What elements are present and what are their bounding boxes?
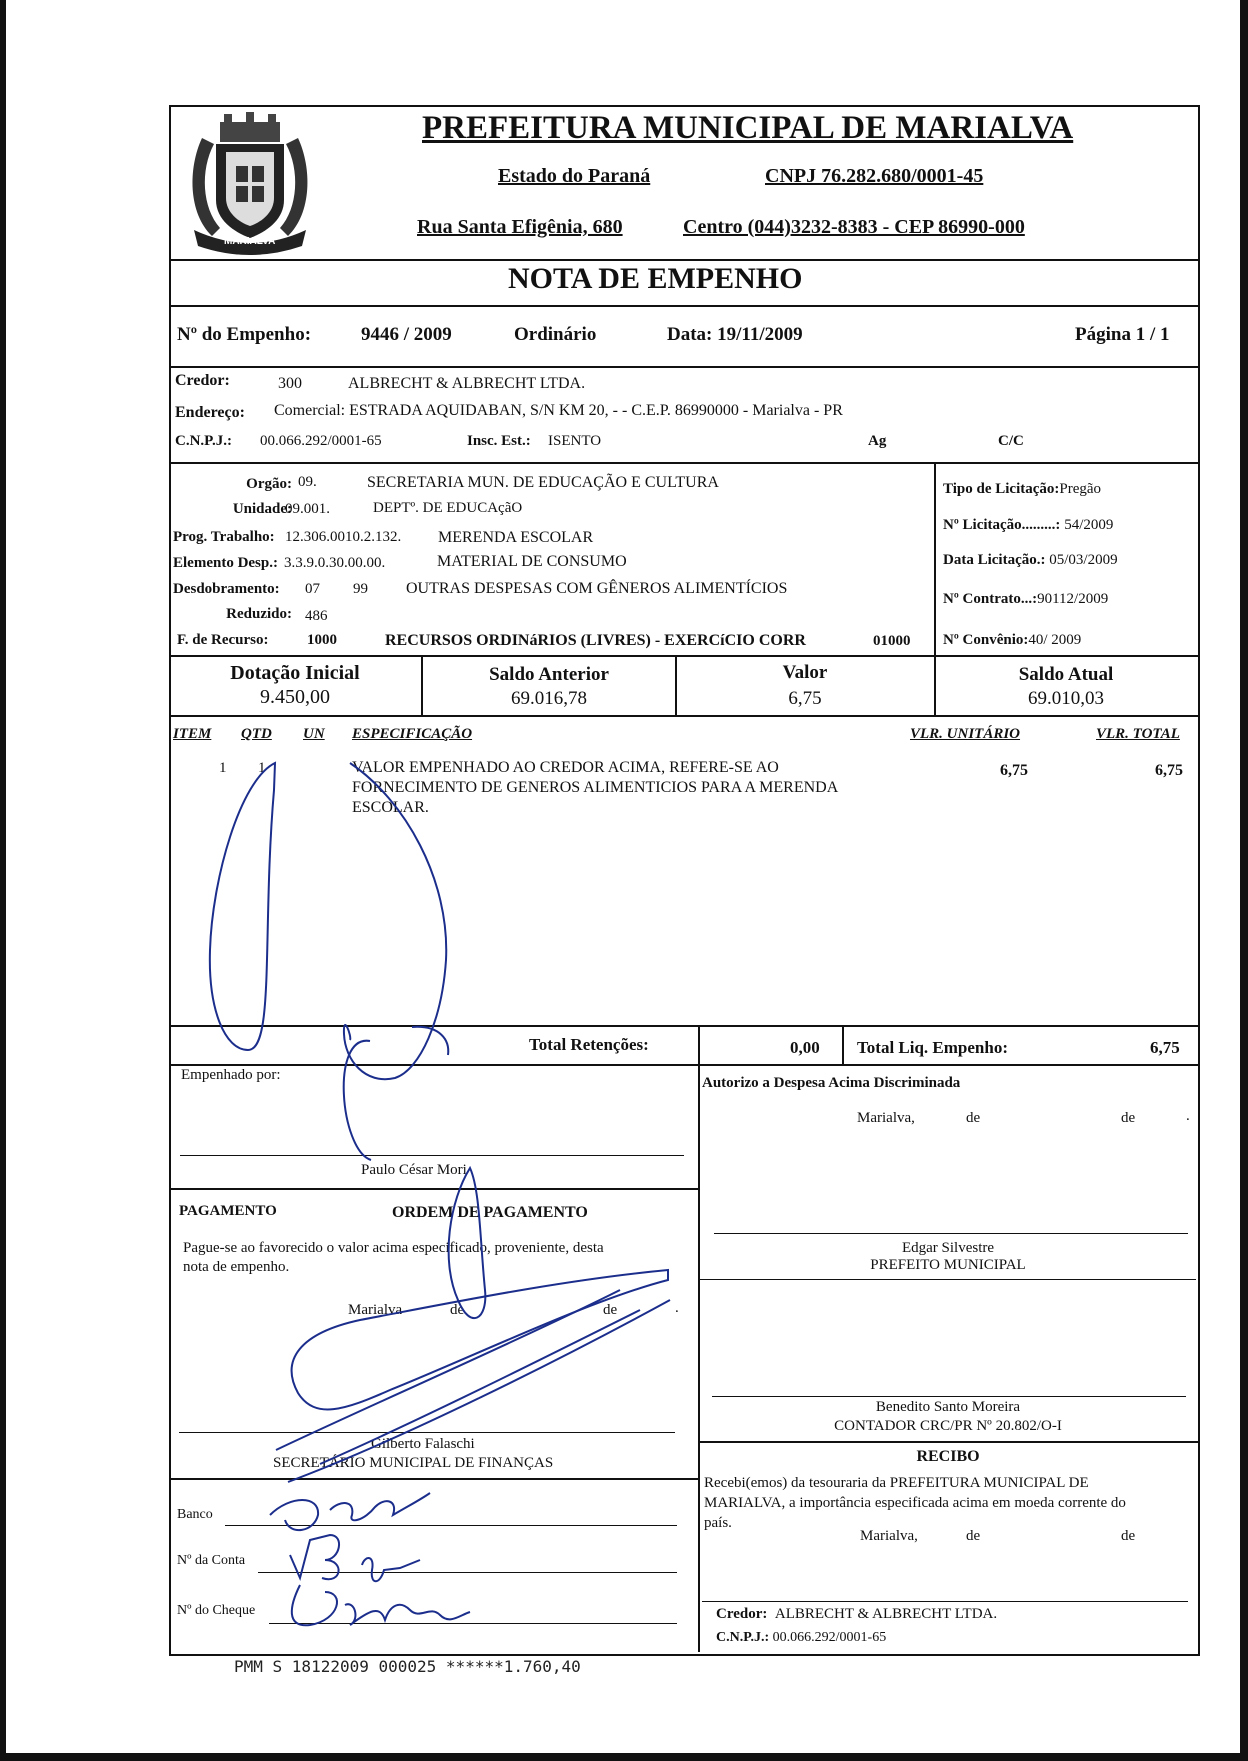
tipo-licitacao-value: Pregão	[1059, 481, 1102, 497]
desdobramento-b: 99	[353, 581, 368, 597]
col-spec-header: ESPECIFICAÇÃO	[352, 726, 473, 742]
empenho-date: Data: 19/11/2009	[667, 324, 803, 345]
autorizo-dot: .	[1186, 1108, 1190, 1124]
pague-text-1: Pague-se ao favorecido o valor acima especificado, proveniente, desta	[183, 1240, 604, 1256]
state-name: Estado do Paraná	[498, 165, 651, 187]
tipo-licitacao-label: Tipo de Licitação:	[943, 481, 1060, 497]
orgao-desc: SECRETARIA MUN. DE EDUCAÇÃO E CULTURA	[367, 474, 719, 491]
item-spec-line-3: ESCOLAR.	[352, 799, 429, 816]
empenhado-label: Empenhado por:	[181, 1067, 281, 1083]
prog-desc: MERENDA ESCOLAR	[438, 529, 594, 546]
seal-banner-text: MARIALVA	[224, 236, 276, 247]
pague-text-2: nota de empenho.	[183, 1259, 290, 1275]
empenho-type: Ordinário	[514, 324, 597, 345]
secretario-name: Gilberto Falaschi	[371, 1436, 475, 1452]
item-unit-value: 6,75	[1000, 762, 1028, 779]
autorizo-place: Marialva,	[857, 1110, 915, 1126]
recibo-de-1: de	[966, 1528, 981, 1544]
credor-code: 300	[278, 375, 302, 392]
saldo-anterior-value: 69.016,78	[511, 688, 587, 709]
col-qtd-header: QTD	[241, 726, 272, 742]
recibo-credor-label: Credor:	[716, 1606, 768, 1622]
elemento-code: 3.3.9.0.30.00.00.	[284, 555, 386, 571]
item-spec-line-1: VALOR EMPENHADO AO CREDOR ACIMA, REFERE-SE AO	[352, 759, 779, 776]
liquido-value: 6,75	[1150, 1038, 1180, 1057]
saldo-atual-value: 69.010,03	[1028, 688, 1104, 709]
agencia-label: Ag	[868, 433, 887, 449]
autorizo-text: Autorizo a Despesa Acima Discriminada	[702, 1075, 961, 1091]
credor-label: Credor:	[175, 372, 230, 389]
ordem-pagamento-label: ORDEM DE PAGAMENTO	[392, 1204, 588, 1221]
municipality-title: PREFEITURA MUNICIPAL DE MARIALVA	[422, 110, 1074, 146]
prog-code: 12.306.0010.2.132.	[285, 529, 402, 545]
convenio-value: 40/ 2009	[1028, 632, 1082, 648]
reduzido-label: Reduzido:	[226, 606, 292, 622]
contador-title: CONTADOR CRC/PR Nº 20.802/O-I	[834, 1418, 1062, 1434]
endereco-value: Comercial: ESTRADA AQUIDABAN, S/N KM 20, - - C.E.P. 86990000 - Marialva - PR	[274, 402, 843, 419]
liquido-label: Total Liq. Empenho:	[857, 1038, 1008, 1057]
pagamento-label: PAGAMENTO	[179, 1203, 277, 1219]
document-title: NOTA DE EMPENHO	[508, 262, 803, 295]
recibo-cnpj-label: C.N.P.J.:	[716, 1630, 770, 1645]
dotacao-label: Dotação Inicial	[230, 662, 360, 684]
desdobramento-label: Desdobramento:	[173, 581, 280, 597]
contrato-value: 90112/2009	[1037, 591, 1109, 607]
recibo-de-2: de	[1121, 1528, 1136, 1544]
pague-de-2: de	[603, 1302, 618, 1318]
dotacao-value: 9.450,00	[260, 686, 330, 708]
item-spec-line-2: FORNECIMENTO DE GENEROS ALIMENTICIOS PARA A MERENDA	[352, 779, 839, 796]
data-licitacao-value: 05/03/2009	[1049, 552, 1118, 568]
page-number: Página 1 / 1	[1075, 324, 1170, 345]
numero-licitacao-label: Nº Licitação.........:	[943, 517, 1061, 533]
cheque-label: Nº do Cheque	[177, 1603, 256, 1618]
reduzido-value: 486	[305, 608, 328, 624]
bank-authentication-stamp: PMM S 18122009 000025 ******1.760,40	[234, 1657, 581, 1676]
col-un-header: UN	[303, 726, 325, 742]
desdobramento-a: 07	[305, 581, 320, 597]
empenhado-name: Paulo César Mori	[361, 1162, 467, 1178]
unidade-desc: DEPTº. DE EDUCAçãO	[373, 500, 523, 516]
endereco-label: Endereço:	[175, 404, 245, 421]
data-licitacao-label: Data Licitação.:	[943, 552, 1046, 568]
convenio-label: Nº Convênio:	[943, 632, 1029, 648]
saldo-atual-label: Saldo Atual	[1018, 664, 1114, 685]
retencoes-value: 0,00	[790, 1038, 820, 1057]
pague-place: Marialva	[348, 1302, 403, 1318]
insc-value: ISENTO	[548, 433, 602, 449]
recibo-text-1: Recebi(emos) da tesouraria da PREFEITURA MUNICIPAL DE	[704, 1475, 1089, 1491]
recibo-credor-value: ALBRECHT & ALBRECHT LTDA.	[774, 1606, 998, 1622]
item-total-value: 6,75	[1155, 762, 1183, 779]
orgao-label: Orgão:	[246, 476, 292, 492]
numero-licitacao-value: 54/2009	[1064, 517, 1114, 533]
prog-label: Prog. Trabalho:	[173, 529, 275, 545]
fonte-code: 1000	[307, 632, 337, 648]
banco-label: Banco	[177, 1507, 213, 1522]
recibo-cnpj-value: 00.066.292/0001-65	[772, 1630, 887, 1645]
saldo-anterior-label: Saldo Anterior	[489, 664, 609, 685]
cnpj-label: C.N.P.J.:	[175, 433, 232, 449]
orgao-code: 09.	[298, 474, 317, 490]
autorizo-de-2: de	[1121, 1110, 1136, 1126]
elemento-desc: MATERIAL DE CONSUMO	[437, 553, 627, 570]
conta-label: Nº da Conta	[177, 1553, 246, 1568]
insc-label: Insc. Est.:	[467, 433, 531, 449]
contador-name: Benedito Santo Moreira	[875, 1399, 1021, 1415]
prefeito-title: PREFEITO MUNICIPAL	[870, 1257, 1026, 1273]
retencoes-label: Total Retenções:	[529, 1035, 649, 1054]
col-unit-value-header: VLR. UNITÁRIO	[910, 726, 1021, 742]
recibo-title: RECIBO	[916, 1448, 980, 1465]
elemento-label: Elemento Desp.:	[173, 555, 278, 571]
secretario-title: SECRETÁRIO MUNICIPAL DE FINANÇAS	[273, 1455, 554, 1471]
pague-dot: .	[675, 1300, 679, 1316]
item-number: 1	[219, 760, 227, 776]
valor-label: Valor	[782, 662, 828, 683]
conta-corrente-label: C/C	[998, 433, 1024, 449]
unidade-code: 09.001.	[285, 501, 330, 517]
prefeito-name: Edgar Silvestre	[901, 1240, 995, 1256]
credor-name: ALBRECHT & ALBRECHT LTDA.	[348, 375, 586, 392]
address-street: Rua Santa Efigênia, 680	[417, 216, 623, 238]
fonte-label: F. de Recurso:	[177, 632, 269, 648]
address-contact: Centro (044)3232-8383 - CEP 86990-000	[683, 216, 1025, 238]
col-total-value-header: VLR. TOTAL	[1096, 726, 1180, 742]
valor-value: 6,75	[788, 688, 822, 709]
municipality-cnpj: CNPJ 76.282.680/0001-45	[765, 165, 984, 187]
autorizo-de-1: de	[966, 1110, 981, 1126]
fonte-desc: RECURSOS ORDINáRIOS (LIVRES) - EXERCíCIO CORR	[385, 632, 806, 649]
fonte-num: 01000	[873, 633, 911, 649]
contrato-label: Nº Contrato...:	[943, 591, 1038, 607]
recibo-text-3: país.	[704, 1515, 732, 1531]
col-item-header: ITEM	[173, 726, 212, 742]
cnpj-value: 00.066.292/0001-65	[260, 433, 382, 449]
desdobramento-desc: OUTRAS DESPESAS COM GÊNEROS ALIMENTÍCIOS	[406, 580, 788, 597]
empenho-number-label: Nº do Empenho:	[177, 324, 312, 345]
recibo-place: Marialva,	[860, 1528, 918, 1544]
pague-de-1: de	[450, 1302, 465, 1318]
recibo-text-2: MARIALVA, a importância especificada acima em moeda corrente do	[704, 1495, 1126, 1511]
empenho-number: 9446 / 2009	[361, 324, 452, 345]
item-qtd: 1	[258, 760, 266, 776]
unidade-label: Unidade:	[232, 501, 292, 517]
